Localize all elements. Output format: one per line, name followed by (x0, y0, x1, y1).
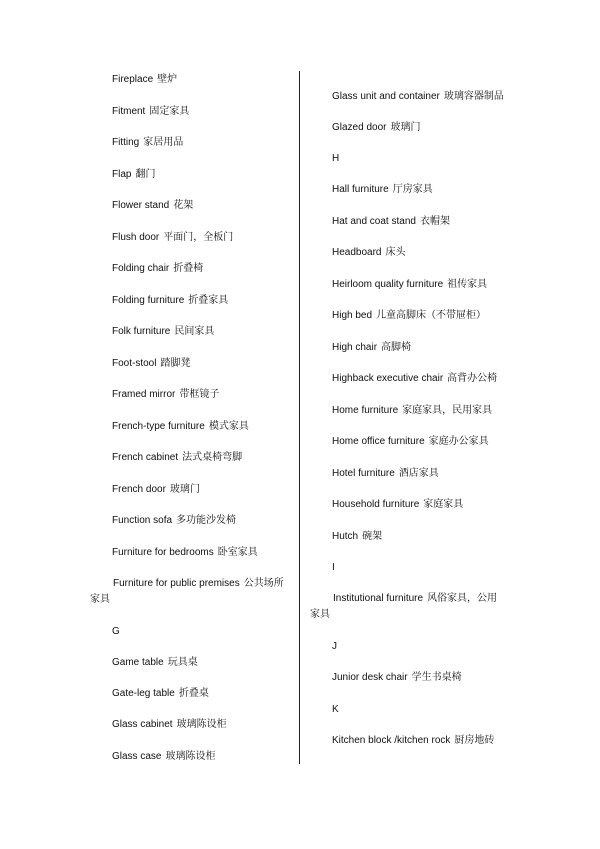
glossary-entry: Framed mirror 带框镜子 (112, 389, 220, 400)
glossary-entry: Game table 玩具桌 (112, 657, 198, 668)
section-letter: I (332, 562, 335, 573)
section-letter: J (332, 641, 337, 652)
glossary-entry: Flush door 平面门，全板门 (112, 232, 234, 243)
glossary-entry: Flap 翻门 (112, 169, 156, 180)
glossary-entry: Glazed door 玻璃门 (332, 122, 421, 133)
glossary-entry: Glass case 玻璃陈设柜 (112, 751, 216, 762)
glossary-entry: Furniture for bedrooms 卧室家具 (112, 547, 258, 558)
glossary-entry: Gate-leg table 折叠桌 (112, 688, 209, 699)
glossary-entry: French cabinet 法式桌椅弯脚 (112, 452, 243, 463)
glossary-entry: Hutch 碗架 (332, 531, 383, 542)
glossary-entry: Glass cabinet 玻璃陈设柜 (112, 719, 227, 730)
section-letter: H (332, 153, 340, 164)
glossary-entry: Foot-stool 踏脚凳 (112, 358, 191, 369)
glossary-entry: Headboard 床头 (332, 247, 406, 258)
glossary-entry: Junior desk chair 学生书桌椅 (332, 672, 462, 683)
glossary-entry: Fitment 固定家具 (112, 106, 190, 117)
glossary-entry: Hat and coat stand 衣帽架 (332, 216, 450, 227)
glossary-entry: Home furniture 家庭家具，民用家具 (332, 405, 493, 416)
glossary-entry: Highback executive chair 高背办公椅 (332, 373, 498, 384)
glossary-entry: Glass unit and container 玻璃容器制品 (332, 91, 504, 102)
glossary-entry: Folding furniture 折叠家具 (112, 295, 229, 306)
section-letter: K (332, 704, 339, 715)
glossary-entry: Heirloom quality furniture 祖传家具 (332, 279, 488, 290)
glossary-entry: Kitchen block /kitchen rock 厨房地砖 (332, 735, 495, 746)
glossary-entry: French door 玻璃门 (112, 484, 200, 495)
glossary-entry: Folk furniture 民间家具 (112, 326, 215, 337)
glossary-entry: Fitting 家居用品 (112, 137, 184, 148)
glossary-entry: French-type furniture 模式家具 (112, 421, 249, 432)
glossary-entry: Folding chair 折叠椅 (112, 263, 204, 274)
section-letter: G (112, 626, 120, 637)
glossary-entry: Flower stand 花架 (112, 200, 194, 211)
glossary-entry: Household furniture 家庭家具 (332, 499, 464, 510)
glossary-entry: High chair 高脚椅 (332, 342, 412, 353)
column-divider (299, 71, 300, 764)
glossary-entry: High bed 儿童高脚床（不带屉柜） (332, 310, 487, 321)
glossary-entry-wrapped: Furniture for public premises 公共场所 家具 (90, 578, 284, 605)
glossary-entry: Hotel furniture 酒店家具 (332, 468, 439, 479)
glossary-entry: Function sofa 多功能沙发椅 (112, 515, 237, 526)
glossary-entry: Fireplace 壁炉 (112, 74, 178, 85)
glossary-entry: Hall furniture 厅房家具 (332, 184, 433, 195)
glossary-entry: Home office furniture 家庭办公家具 (332, 436, 489, 447)
glossary-entry-wrapped: Institutional furniture 风俗家具，公用 家具 (310, 593, 498, 620)
